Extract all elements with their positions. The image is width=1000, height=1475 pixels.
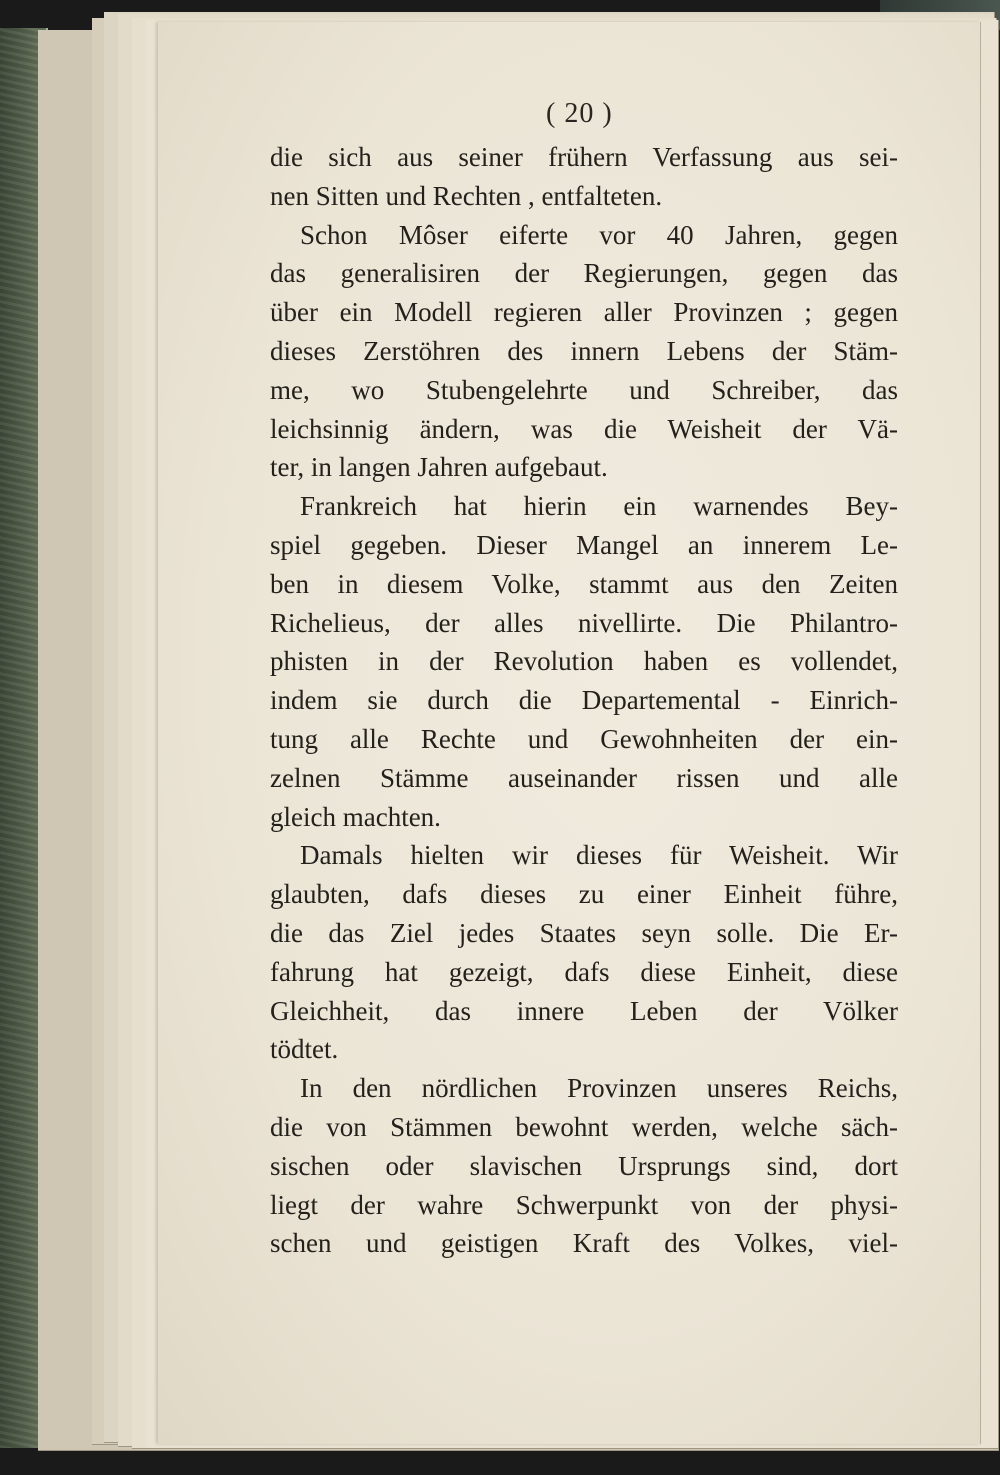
page-number: ( 20 ) bbox=[546, 98, 613, 129]
text-line: Gleichheit, das innere Leben der Völker bbox=[270, 995, 898, 1026]
book-page bbox=[158, 22, 981, 1444]
text-line: schen und geistigen Kraft des Volkes, viel- bbox=[270, 1228, 898, 1259]
text-line: die von Stämmen bewohnt werden, welche säch- bbox=[270, 1111, 898, 1142]
text-line: indem sie durch die Departemental - Einrich- bbox=[270, 685, 898, 716]
text-line: ter, in langen Jahren aufgebaut. bbox=[270, 452, 608, 483]
text-line: die sich aus seiner frühern Verfassung aus sei- bbox=[270, 142, 898, 172]
text-line: sischen oder slavischen Ursprungs sind, dort bbox=[270, 1150, 898, 1181]
text-line: über ein Modell regieren aller Provinzen ; gegen bbox=[270, 297, 898, 328]
text-line: gleich machten. bbox=[270, 801, 441, 832]
text-line: tödtet. bbox=[270, 1034, 339, 1065]
text-line: Schon Môser eiferte vor 40 Jahren, gegen bbox=[300, 219, 898, 250]
text-line: nen Sitten und Rechten , entfalteten. bbox=[270, 180, 663, 211]
text-line: dieses Zerstöhren des innern Lebens der Stäm- bbox=[270, 335, 898, 366]
text-line: die das Ziel jedes Staates seyn solle. Die Er- bbox=[270, 917, 898, 948]
text-line: zelnen Stämme auseinander rissen und alle bbox=[270, 762, 898, 793]
text-line: spiel gegeben. Dieser Mangel an innerem Le- bbox=[270, 529, 898, 560]
text-line: ben in diesem Volke, stammt aus den Zeiten bbox=[270, 568, 898, 599]
text-line: fahrung hat gezeigt, dafs diese Einheit, diese bbox=[270, 956, 898, 987]
body-text bbox=[270, 138, 898, 1263]
text-line: liegt der wahre Schwerpunkt von der physi- bbox=[270, 1189, 898, 1220]
text-line: In den nördlichen Provinzen unseres Reichs, bbox=[300, 1073, 898, 1104]
text-line: glaubten, dafs dieses zu einer Einheit führe, bbox=[270, 879, 898, 910]
text-line: tung alle Rechte und Gewohnheiten der ein- bbox=[270, 723, 898, 754]
text-line: me, wo Stubengelehrte und Schreiber, das bbox=[270, 374, 898, 405]
text-line: das generalisiren der Regierungen, gegen das bbox=[270, 258, 898, 289]
text-line: Richelieus, der alles nivellirte. Die Philantro- bbox=[270, 607, 898, 638]
text-line: Damals hielten wir dieses für Weisheit. Wir bbox=[300, 840, 898, 871]
text-line: leichsinnig ändern, was die Weisheit der Vä- bbox=[270, 413, 898, 444]
text-line: phisten in der Revolution haben es vollendet, bbox=[270, 646, 898, 677]
text-line: Frankreich hat hierin ein warnendes Bey- bbox=[300, 491, 898, 522]
